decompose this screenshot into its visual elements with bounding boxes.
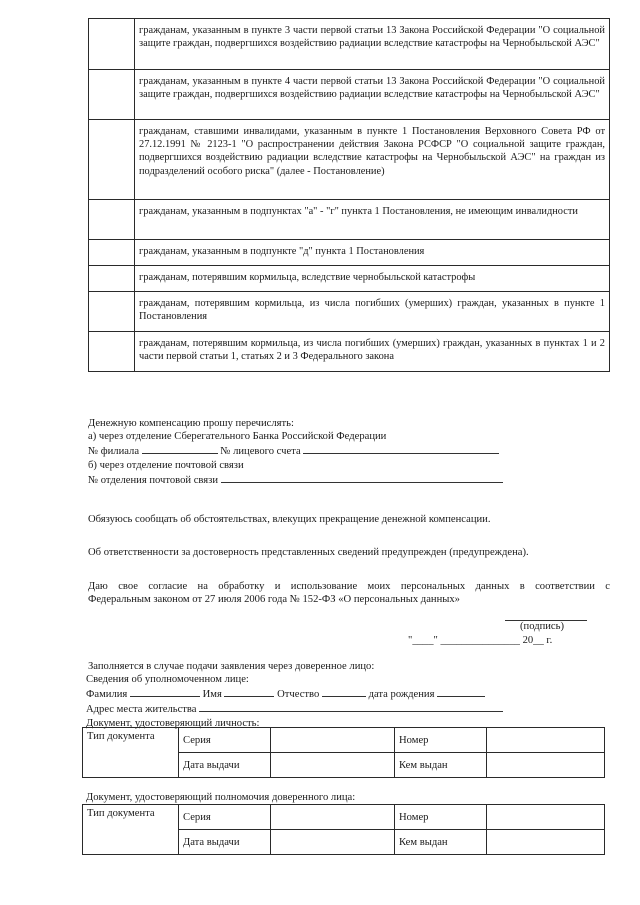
issue-date-label: Дата выдачи xyxy=(179,830,271,855)
issue-date-field[interactable] xyxy=(271,830,395,855)
category-checkbox[interactable] xyxy=(89,200,135,240)
consent-text xyxy=(88,580,610,606)
issued-by-field[interactable] xyxy=(487,753,605,778)
category-checkbox[interactable] xyxy=(89,70,135,120)
patronymic-label: Отчество xyxy=(277,689,320,701)
patronymic-field[interactable] xyxy=(322,686,366,697)
payment-intro: Денежную компенсацию прошу перечислять: xyxy=(88,418,294,429)
category-checkbox[interactable] xyxy=(89,292,135,332)
category-checkbox[interactable] xyxy=(89,120,135,200)
account-label: № лицевого счета xyxy=(220,446,301,458)
post-office-row xyxy=(88,472,503,487)
issued-by-field[interactable] xyxy=(487,830,605,855)
payment-section xyxy=(88,417,503,487)
surname-label: Фамилия xyxy=(86,689,128,701)
category-checkbox[interactable] xyxy=(89,240,135,266)
category-checkbox[interactable] xyxy=(89,266,135,292)
consent-line-2: Федеральным законом от 27 июля 2006 года № 152-ФЗ «О персональных данных» xyxy=(88,594,460,606)
issued-by-label: Кем выдан xyxy=(395,753,487,778)
birthdate-field[interactable] xyxy=(437,686,485,697)
address-row xyxy=(86,701,503,716)
proxy-section xyxy=(88,660,374,673)
name-label: Имя xyxy=(202,689,222,701)
proxy-details xyxy=(86,673,503,730)
obligation-text: Обязуюсь сообщать об обстоятельствах, влекущих прекращение денежной компенсации. xyxy=(88,514,491,525)
category-text: гражданам, указанным в пункте 3 части первой статьи 13 Закона Российской Федерации "О социальной защите граждан, подвергшихся воздействию радиации вследствие катастрофы на Чернобыльской АЭС" xyxy=(135,19,610,70)
doc-type-label: Тип документа xyxy=(83,728,179,778)
issue-date-field[interactable] xyxy=(271,753,395,778)
category-text: гражданам, указанным в подпунктах "а" - "г" пункта 1 Постановления, не имеющим инвалидности xyxy=(135,200,610,240)
doc-type-label: Тип документа xyxy=(83,805,179,855)
branch-field[interactable] xyxy=(142,443,218,454)
branch-label: № филиала xyxy=(88,446,140,458)
consent-line-1: Даю свое согласие на обработку и использование моих персональных данных в соответствии с xyxy=(88,581,610,592)
power-doc-heading: Документ, удостоверяющий полномочия доверенного лица: xyxy=(86,792,356,803)
series-field[interactable] xyxy=(271,805,395,830)
surname-field[interactable] xyxy=(130,686,200,697)
category-checkbox[interactable] xyxy=(89,332,135,372)
category-text: гражданам, потерявшим кормильца, вследствие чернобыльской катастрофы xyxy=(135,266,610,292)
categories-table xyxy=(88,18,610,372)
series-label: Серия xyxy=(179,805,271,830)
number-field[interactable] xyxy=(487,805,605,830)
payment-bank: а) через отделение Сберегательного Банка Российской Федерации xyxy=(88,431,387,443)
name-field[interactable] xyxy=(224,686,274,697)
address-label: Адрес места жительства xyxy=(86,704,197,716)
issued-by-label: Кем выдан xyxy=(395,830,487,855)
category-text: гражданам, указанным в пункте 4 части первой статьи 13 Закона Российской Федерации "О социальной защите граждан, подвергшихся воздействию радиации вследствие катастрофы на Чернобыльской АЭС" xyxy=(135,70,610,120)
branch-account-row xyxy=(88,443,503,458)
category-text: гражданам, указанным в подпункте "д" пункта 1 Постановления xyxy=(135,240,610,266)
category-text: гражданам, ставшими инвалидами, указанным в пункте 1 Постановления Верховного Совета РФ от 27.12.1991 № 2123-1 "О распространении действия Закона РСФСР "О социальной защите граждан, подвергшихся воздействию радиации вследствие катастрофы на Чернобыльской АЭС" на граждан из подразделений особого риска" (далее - Постановление) xyxy=(135,120,610,200)
number-field[interactable] xyxy=(487,728,605,753)
account-field[interactable] xyxy=(303,443,499,454)
address-field[interactable] xyxy=(199,701,503,712)
post-label: № отделения почтовой связи xyxy=(88,474,218,486)
signature-caption: (подпись) xyxy=(520,621,564,632)
series-label: Серия xyxy=(179,728,271,753)
power-document-table xyxy=(82,804,605,855)
number-label: Номер xyxy=(395,805,487,830)
series-field[interactable] xyxy=(271,728,395,753)
date-field[interactable]: "____" _______________ 20__ г. xyxy=(408,635,553,646)
proxy-intro: Заполняется в случае подачи заявления через доверенное лицо: xyxy=(88,661,375,672)
birthdate-label: дата рождения xyxy=(368,689,435,701)
issue-date-label: Дата выдачи xyxy=(179,753,271,778)
post-office-field[interactable] xyxy=(221,472,503,483)
number-label: Номер xyxy=(395,728,487,753)
id-document-table xyxy=(82,727,605,778)
category-checkbox[interactable] xyxy=(89,19,135,70)
proxy-name-row xyxy=(86,686,503,701)
payment-post: б) через отделение почтовой связи xyxy=(88,459,244,471)
responsibility-text: Об ответственности за достоверность представленных сведений предупрежден (предупреждена). xyxy=(88,547,529,558)
category-text: гражданам, потерявшим кормильца, из числа погибших (умерших) граждан, указанных в пунктах 1 и 2 части первой статьи 1, статьях 2 и 3 Федерального закона xyxy=(135,332,610,372)
category-text: гражданам, потерявшим кормильца, из числа погибших (умерших) граждан, указанных в пункте 1 Постановления xyxy=(135,292,610,332)
id-doc-heading: Документ, удостоверяющий личность: xyxy=(86,717,260,729)
proxy-info-heading: Сведения об уполномоченном лице: xyxy=(86,674,249,685)
